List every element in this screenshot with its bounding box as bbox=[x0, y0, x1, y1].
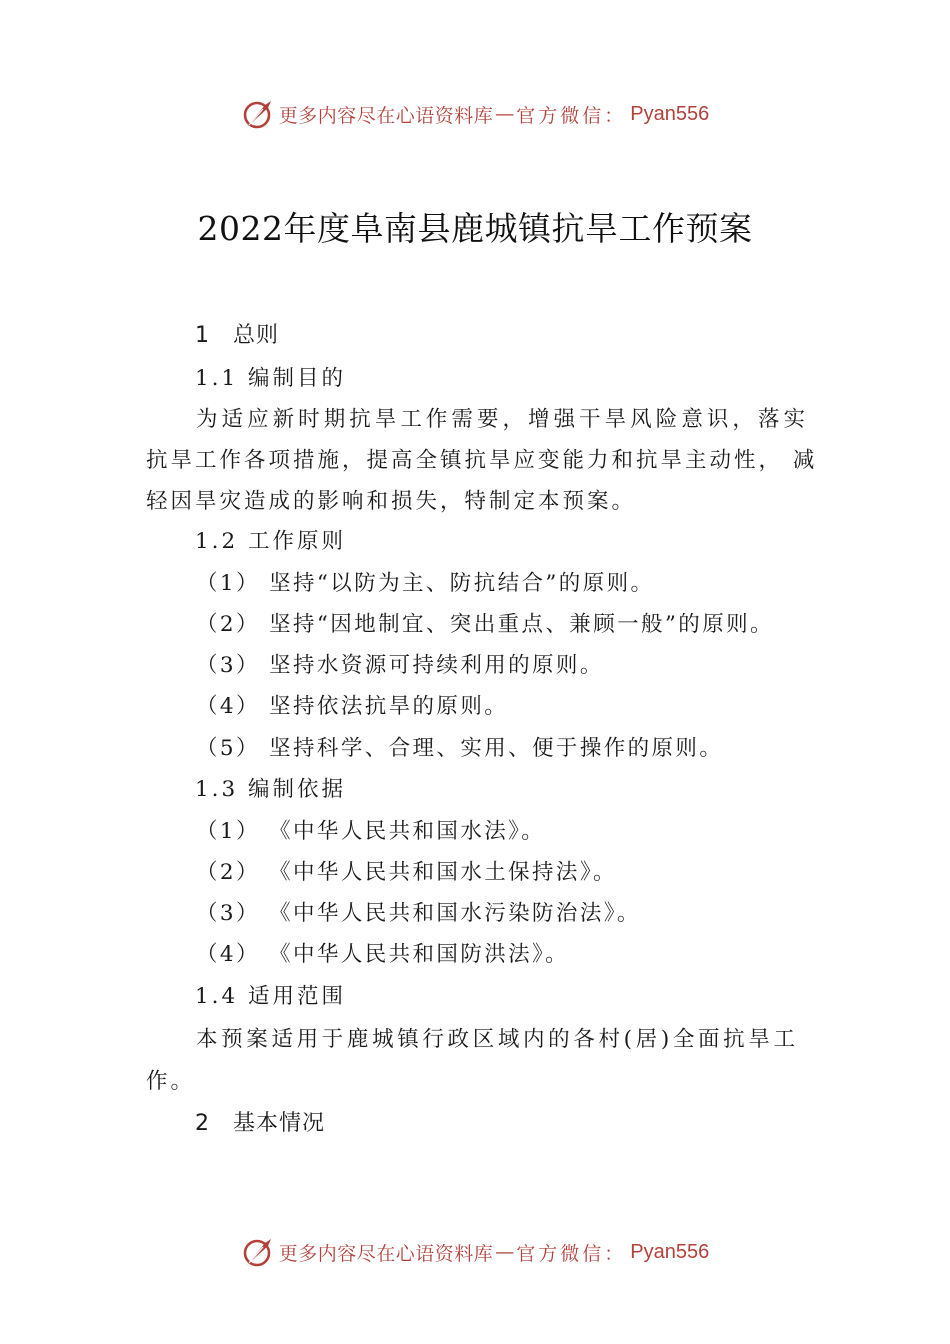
subsection-1-3-heading: 1.3 编制依据 bbox=[195, 777, 347, 802]
principle-item: （1） 坚持“以防为主、防抗结合”的原则。 bbox=[196, 571, 655, 596]
banner-dash: — bbox=[495, 1241, 515, 1263]
principle-item: （5） 坚持科学、合理、实用、便于操作的原则。 bbox=[196, 736, 724, 761]
basis-item: （3） 《中华人民共和国水污染防治法》。 bbox=[196, 901, 641, 926]
subsection-1-4-heading: 1.4 适用范围 bbox=[195, 984, 347, 1009]
banner-text: 更多内容尽在心语资料库 bbox=[278, 104, 494, 127]
banner-wechat-id: Pyan556 bbox=[630, 102, 710, 125]
section-2-number: 2 bbox=[195, 1111, 210, 1136]
banner-text: 更多内容尽在心语资料库 bbox=[278, 1242, 494, 1265]
section-1-number: 1 bbox=[195, 323, 210, 348]
paragraph-1-1-line-2: 抗旱工作各项措施，提高全镇抗旱应变能力和抗旱主动性， 减 bbox=[146, 448, 818, 473]
paragraph-1-4-line-2: 作。 bbox=[146, 1069, 196, 1094]
section-1-heading bbox=[195, 318, 279, 349]
banner-dash: — bbox=[495, 103, 515, 125]
basis-item: （2） 《中华人民共和国水土保持法》。 bbox=[196, 860, 617, 885]
section-2-heading bbox=[195, 1106, 325, 1137]
basis-item: （4） 《中华人民共和国防洪法》。 bbox=[196, 942, 570, 967]
quill-logo-icon bbox=[241, 97, 275, 131]
footer-banner bbox=[0, 1232, 950, 1272]
paragraph-1-1-line-1: 为适应新时期抗旱工作需要，增强干旱风险意识，落实 bbox=[196, 407, 808, 432]
document-title: 2022年度阜南县鹿城镇抗旱工作预案 bbox=[197, 209, 753, 248]
basis-item: （1） 《中华人民共和国水法》。 bbox=[196, 819, 546, 844]
paragraph-1-4-line-1: 本预案适用于鹿城镇行政区域内的各村(居)全面抗旱工 bbox=[196, 1027, 798, 1052]
section-2-title: 基本情况 bbox=[233, 1111, 326, 1136]
principle-item: （4） 坚持依法抗旱的原则。 bbox=[196, 694, 509, 719]
subsection-1-2-heading: 1.2 工作原则 bbox=[195, 529, 347, 554]
banner-wechat-label: 官方微信： bbox=[516, 1242, 627, 1265]
paragraph-1-1-line-3: 轻因旱灾造成的影响和损失，特制定本预案。 bbox=[146, 489, 637, 514]
subsection-1-1-heading: 1.1 编制目的 bbox=[195, 366, 347, 391]
principle-item: （2） 坚持“因地制宜、突出重点、兼顾一般”的原则。 bbox=[196, 612, 774, 637]
banner-wechat-id: Pyan556 bbox=[630, 1240, 710, 1263]
principle-item: （3） 坚持水资源可持续利用的原则。 bbox=[196, 653, 604, 678]
quill-logo-icon bbox=[241, 1235, 275, 1269]
header-banner bbox=[0, 94, 950, 134]
section-1-title: 总则 bbox=[233, 323, 280, 348]
banner-wechat-label: 官方微信： bbox=[516, 104, 627, 127]
